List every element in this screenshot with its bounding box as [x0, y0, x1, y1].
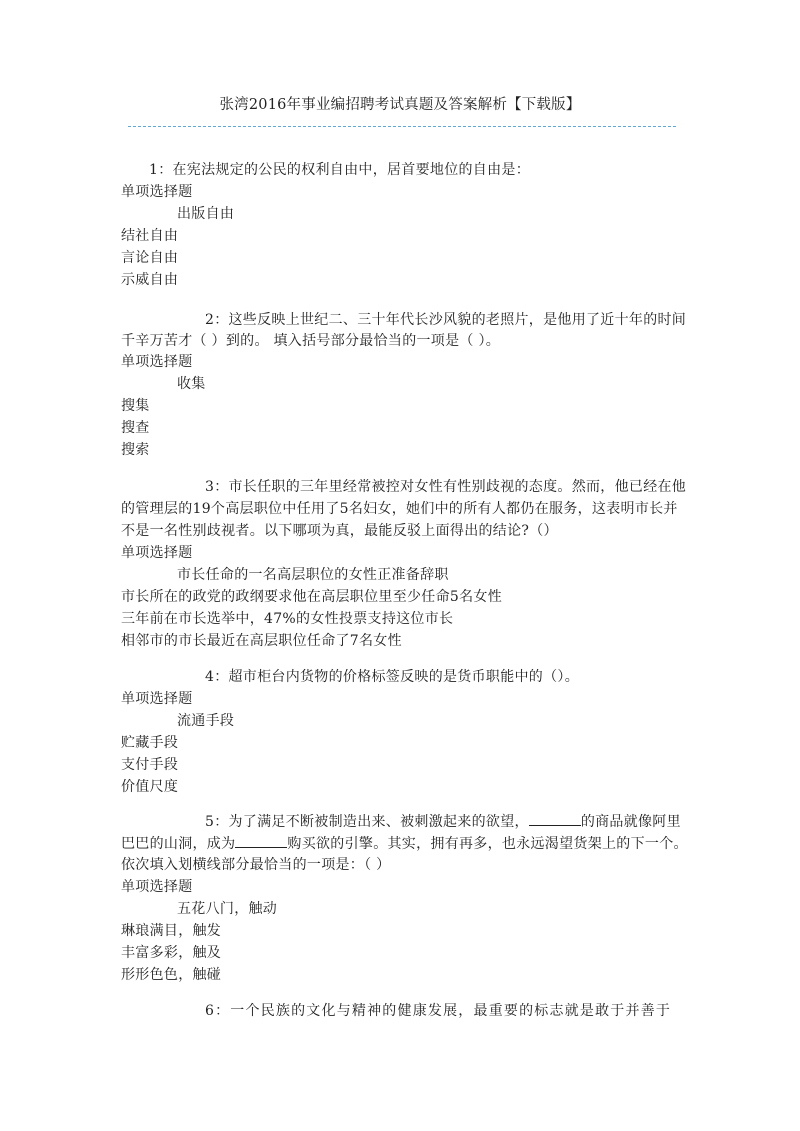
question-1-type: 单项选择题 — [121, 184, 193, 200]
question-5-text-line-3: 依次填入划横线部分最恰当的一项是：（ ） — [121, 857, 391, 873]
question-4-option-a[interactable]: 流通手段 — [177, 713, 235, 729]
question-4-option-b[interactable]: 贮藏手段 — [121, 735, 179, 751]
question-2-text-line-1: 2：这些反映上世纪二、三十年代长沙风貌的老照片，是他用了近十年的时间 — [205, 312, 687, 328]
question-3-text-line-3: 不是一名性别歧视者。以下哪项为真，最能反驳上面得出的结论?（） — [121, 523, 558, 539]
question-5-text-line-1 — [205, 811, 681, 832]
question-5-line-2-start: 巴巴的山洞，成为 — [121, 836, 236, 852]
question-5-option-c[interactable]: 丰富多彩，触及 — [121, 945, 222, 961]
question-1-option-d[interactable]: 示威自由 — [121, 272, 179, 288]
question-3-option-c[interactable]: 三年前在市长选举中，47%的女性投票支持这位市长 — [121, 611, 454, 627]
question-2-option-b[interactable]: 搜集 — [121, 398, 150, 414]
question-2-option-a[interactable]: 收集 — [177, 376, 206, 392]
question-1-option-b[interactable]: 结社自由 — [121, 228, 179, 244]
fill-in-blank-2 — [235, 833, 287, 848]
question-1-option-c[interactable]: 言论自由 — [121, 250, 179, 266]
question-3-option-d[interactable]: 相邻市的市长最近在高层职位任命了7名女性 — [121, 633, 402, 649]
question-3-text-line-2: 的管理层的19个高层职位中任用了5名妇女，她们中的所有人都仍在服务，这表明市长并 — [121, 501, 678, 517]
question-3-option-a[interactable]: 市长任命的一名高层职位的女性正准备辞职 — [177, 567, 449, 583]
question-1-option-a[interactable]: 出版自由 — [177, 206, 235, 222]
question-4-text: 4：超市柜台内货物的价格标签反映的是货币职能中的（）。 — [205, 669, 580, 685]
question-4-option-d[interactable]: 价值尺度 — [121, 779, 179, 795]
question-3-text-line-1: 3：市长任职的三年里经常被控对女性有性别歧视的态度。然而，他已经在他 — [205, 479, 687, 495]
question-6-text: 6：一个民族的文化与精神的健康发展，最重要的标志就是敢于并善于 — [205, 1003, 672, 1019]
question-5-text-line-2 — [121, 833, 688, 854]
question-3-option-b[interactable]: 市长所在的政党的政纲要求他在高层职位里至少任命5名女性 — [121, 589, 503, 605]
question-3-type: 单项选择题 — [121, 545, 193, 561]
question-5-line-1-start: 5：为了满足不断被制造出来、被刺激起来的欲望， — [205, 814, 529, 830]
question-5-option-d[interactable]: 形形色色，触碰 — [121, 967, 222, 983]
question-4-option-c[interactable]: 支付手段 — [121, 757, 179, 773]
question-5-option-a[interactable]: 五花八门，触动 — [177, 901, 278, 917]
fill-in-blank-1 — [529, 811, 581, 826]
question-5-line-1-end: 的商品就像阿里 — [580, 814, 681, 830]
document-title: 张湾2016年事业编招聘考试真题及答案解析【下载版】 — [219, 97, 581, 113]
question-4-type: 单项选择题 — [121, 691, 193, 707]
question-2-text-line-2: 千辛万苦才（ ）到的。 填入括号部分最恰当的一项是（ ）。 — [121, 333, 501, 349]
question-2-option-c[interactable]: 搜查 — [121, 420, 150, 436]
title-divider — [128, 126, 676, 127]
question-2-option-d[interactable]: 搜索 — [121, 442, 150, 458]
question-5-option-b[interactable]: 琳琅满目，触发 — [121, 923, 222, 939]
question-5-line-2-end: 购买欲的引擎。其实，拥有再多，也永远渴望货架上的下一个。 — [287, 836, 688, 852]
question-2-type: 单项选择题 — [121, 354, 193, 370]
question-1-text: 1：在宪法规定的公民的权利自由中，居首要地位的自由是： — [149, 162, 531, 178]
question-5-type: 单项选择题 — [121, 879, 193, 895]
